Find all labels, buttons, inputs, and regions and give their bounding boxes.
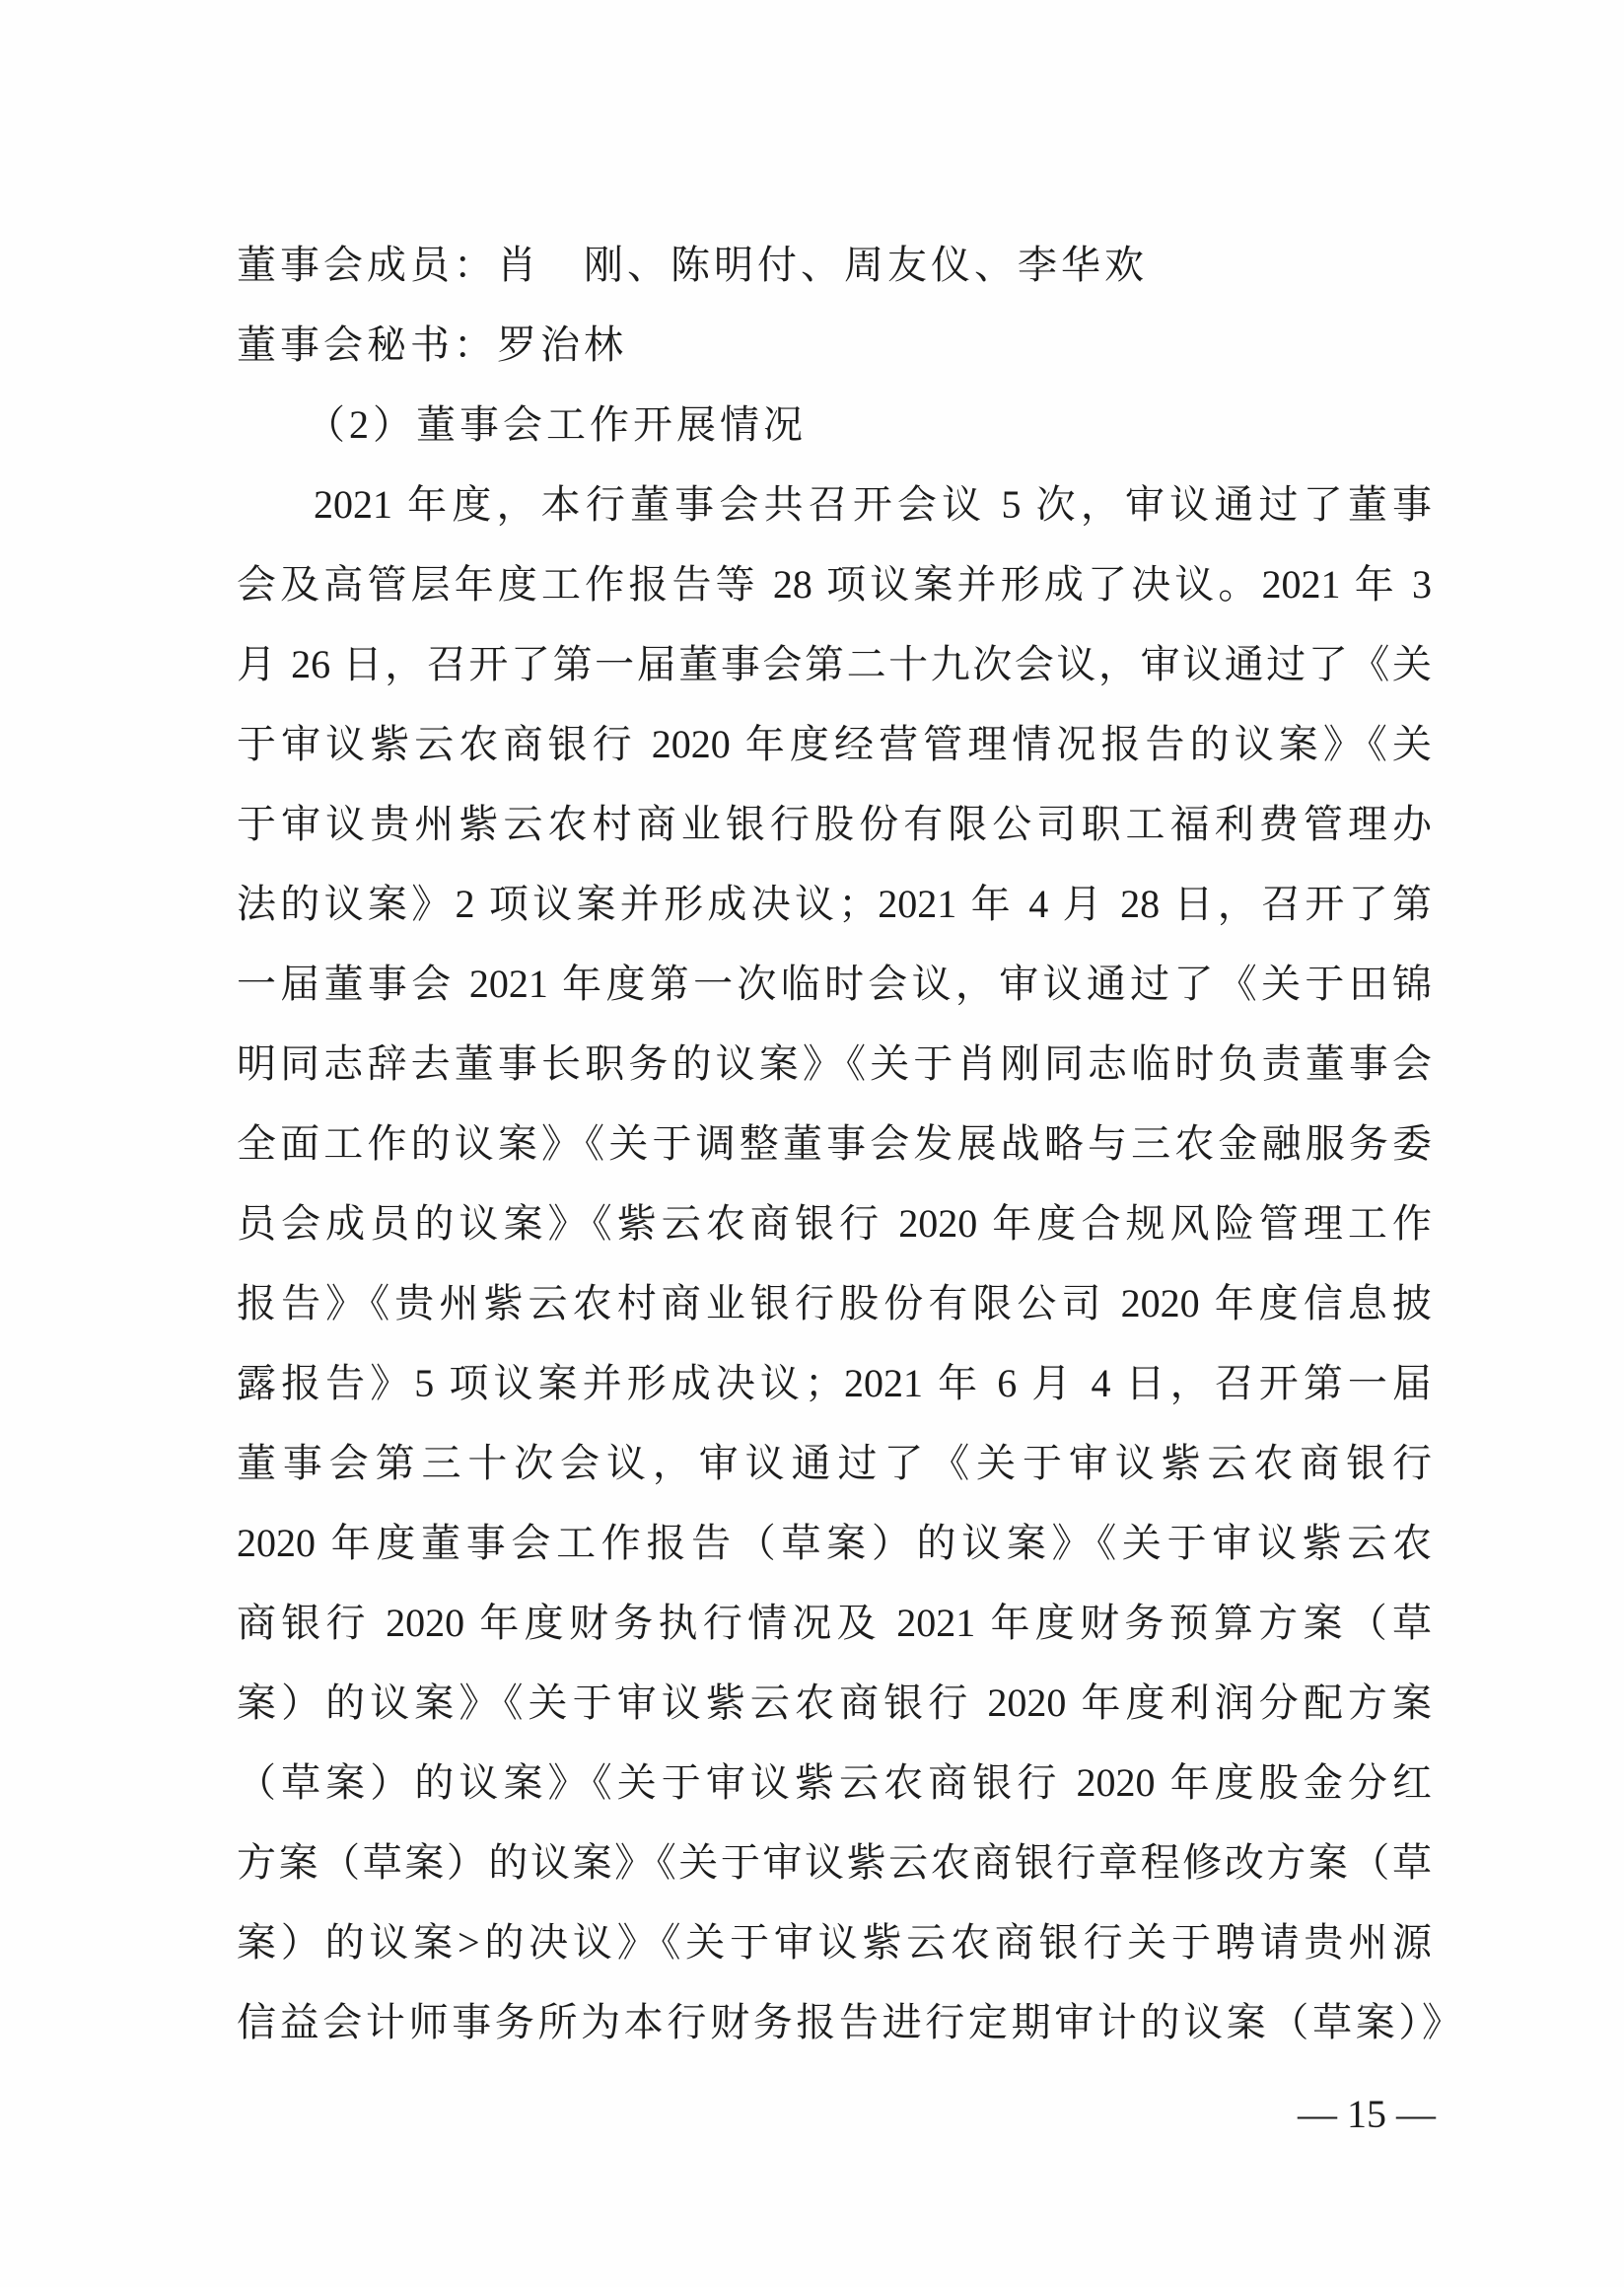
paragraph-line: 全面工作的议案》《关于调整董事会发展战略与三农金融服务委 bbox=[237, 1121, 1432, 1166]
paragraph-line: 2021 年度，本行董事会共召开会议 5 次，审议通过了董事 bbox=[314, 482, 1432, 527]
board-members-line: 董事会成员：肖 刚、陈明付、周友仪、李华欢 bbox=[237, 243, 1148, 287]
paragraph-line: 案）的议案》《关于审议紫云农商银行 2020 年度利润分配方案 bbox=[237, 1680, 1432, 1725]
paragraph-line: 明同志辞去董事长职务的议案》《关于肖刚同志临时负责董事会 bbox=[237, 1041, 1432, 1086]
document-body bbox=[237, 225, 1461, 2062]
paragraph-line: 信益会计师事务所为本行财务报告进行定期审计的议案（草案）》 bbox=[237, 2000, 1461, 2044]
page-number: — 15 — bbox=[1298, 2092, 1436, 2136]
section-heading: （2）董事会工作开展情况 bbox=[306, 402, 807, 447]
paragraph-line: 2020 年度董事会工作报告（草案）的议案》《关于审议紫云农 bbox=[237, 1521, 1432, 1565]
paragraph-line: 员会成员的议案》《紫云农商银行 2020 年度合规风险管理工作 bbox=[237, 1201, 1432, 1246]
paragraph-line: 月 26 日，召开了第一届董事会第二十九次会议，审议通过了《关 bbox=[237, 642, 1432, 686]
paragraph-line: 于审议紫云农商银行 2020 年度经营管理情况报告的议案》《关 bbox=[237, 722, 1432, 766]
paragraph-line: 一届董事会 2021 年度第一次临时会议，审议通过了《关于田锦 bbox=[237, 962, 1432, 1006]
paragraph-line: 法的议案》2 项议案并形成决议；2021 年 4 月 28 日，召开了第 bbox=[237, 882, 1432, 926]
paragraph-line: 会及高管层年度工作报告等 28 项议案并形成了决议。2021 年 3 bbox=[237, 562, 1432, 607]
paragraph-line: 于审议贵州紫云农村商业银行股份有限公司职工福利费管理办 bbox=[237, 802, 1432, 846]
paragraph-line: 方案（草案）的议案》《关于审议紫云农商银行章程修改方案（草 bbox=[237, 1840, 1432, 1885]
paragraph-line: 露报告》5 项议案并形成决议；2021 年 6 月 4 日，召开第一届 bbox=[237, 1361, 1432, 1405]
board-secretary-line: 董事会秘书：罗治林 bbox=[237, 322, 627, 367]
paragraph-line: 商银行 2020 年度财务执行情况及 2021 年度财务预算方案（草 bbox=[237, 1601, 1432, 1645]
paragraph-line: 董事会第三十次会议，审议通过了《关于审议紫云农商银行 bbox=[237, 1441, 1432, 1485]
paragraph-line: 报告》《贵州紫云农村商业银行股份有限公司 2020 年度信息披 bbox=[237, 1281, 1432, 1325]
paragraph-line: （草案）的议案》《关于审议紫云农商银行 2020 年度股金分红 bbox=[237, 1760, 1432, 1805]
paragraph-line: 案）的议案>的决议》《关于审议紫云农商银行关于聘请贵州源 bbox=[237, 1920, 1432, 1965]
